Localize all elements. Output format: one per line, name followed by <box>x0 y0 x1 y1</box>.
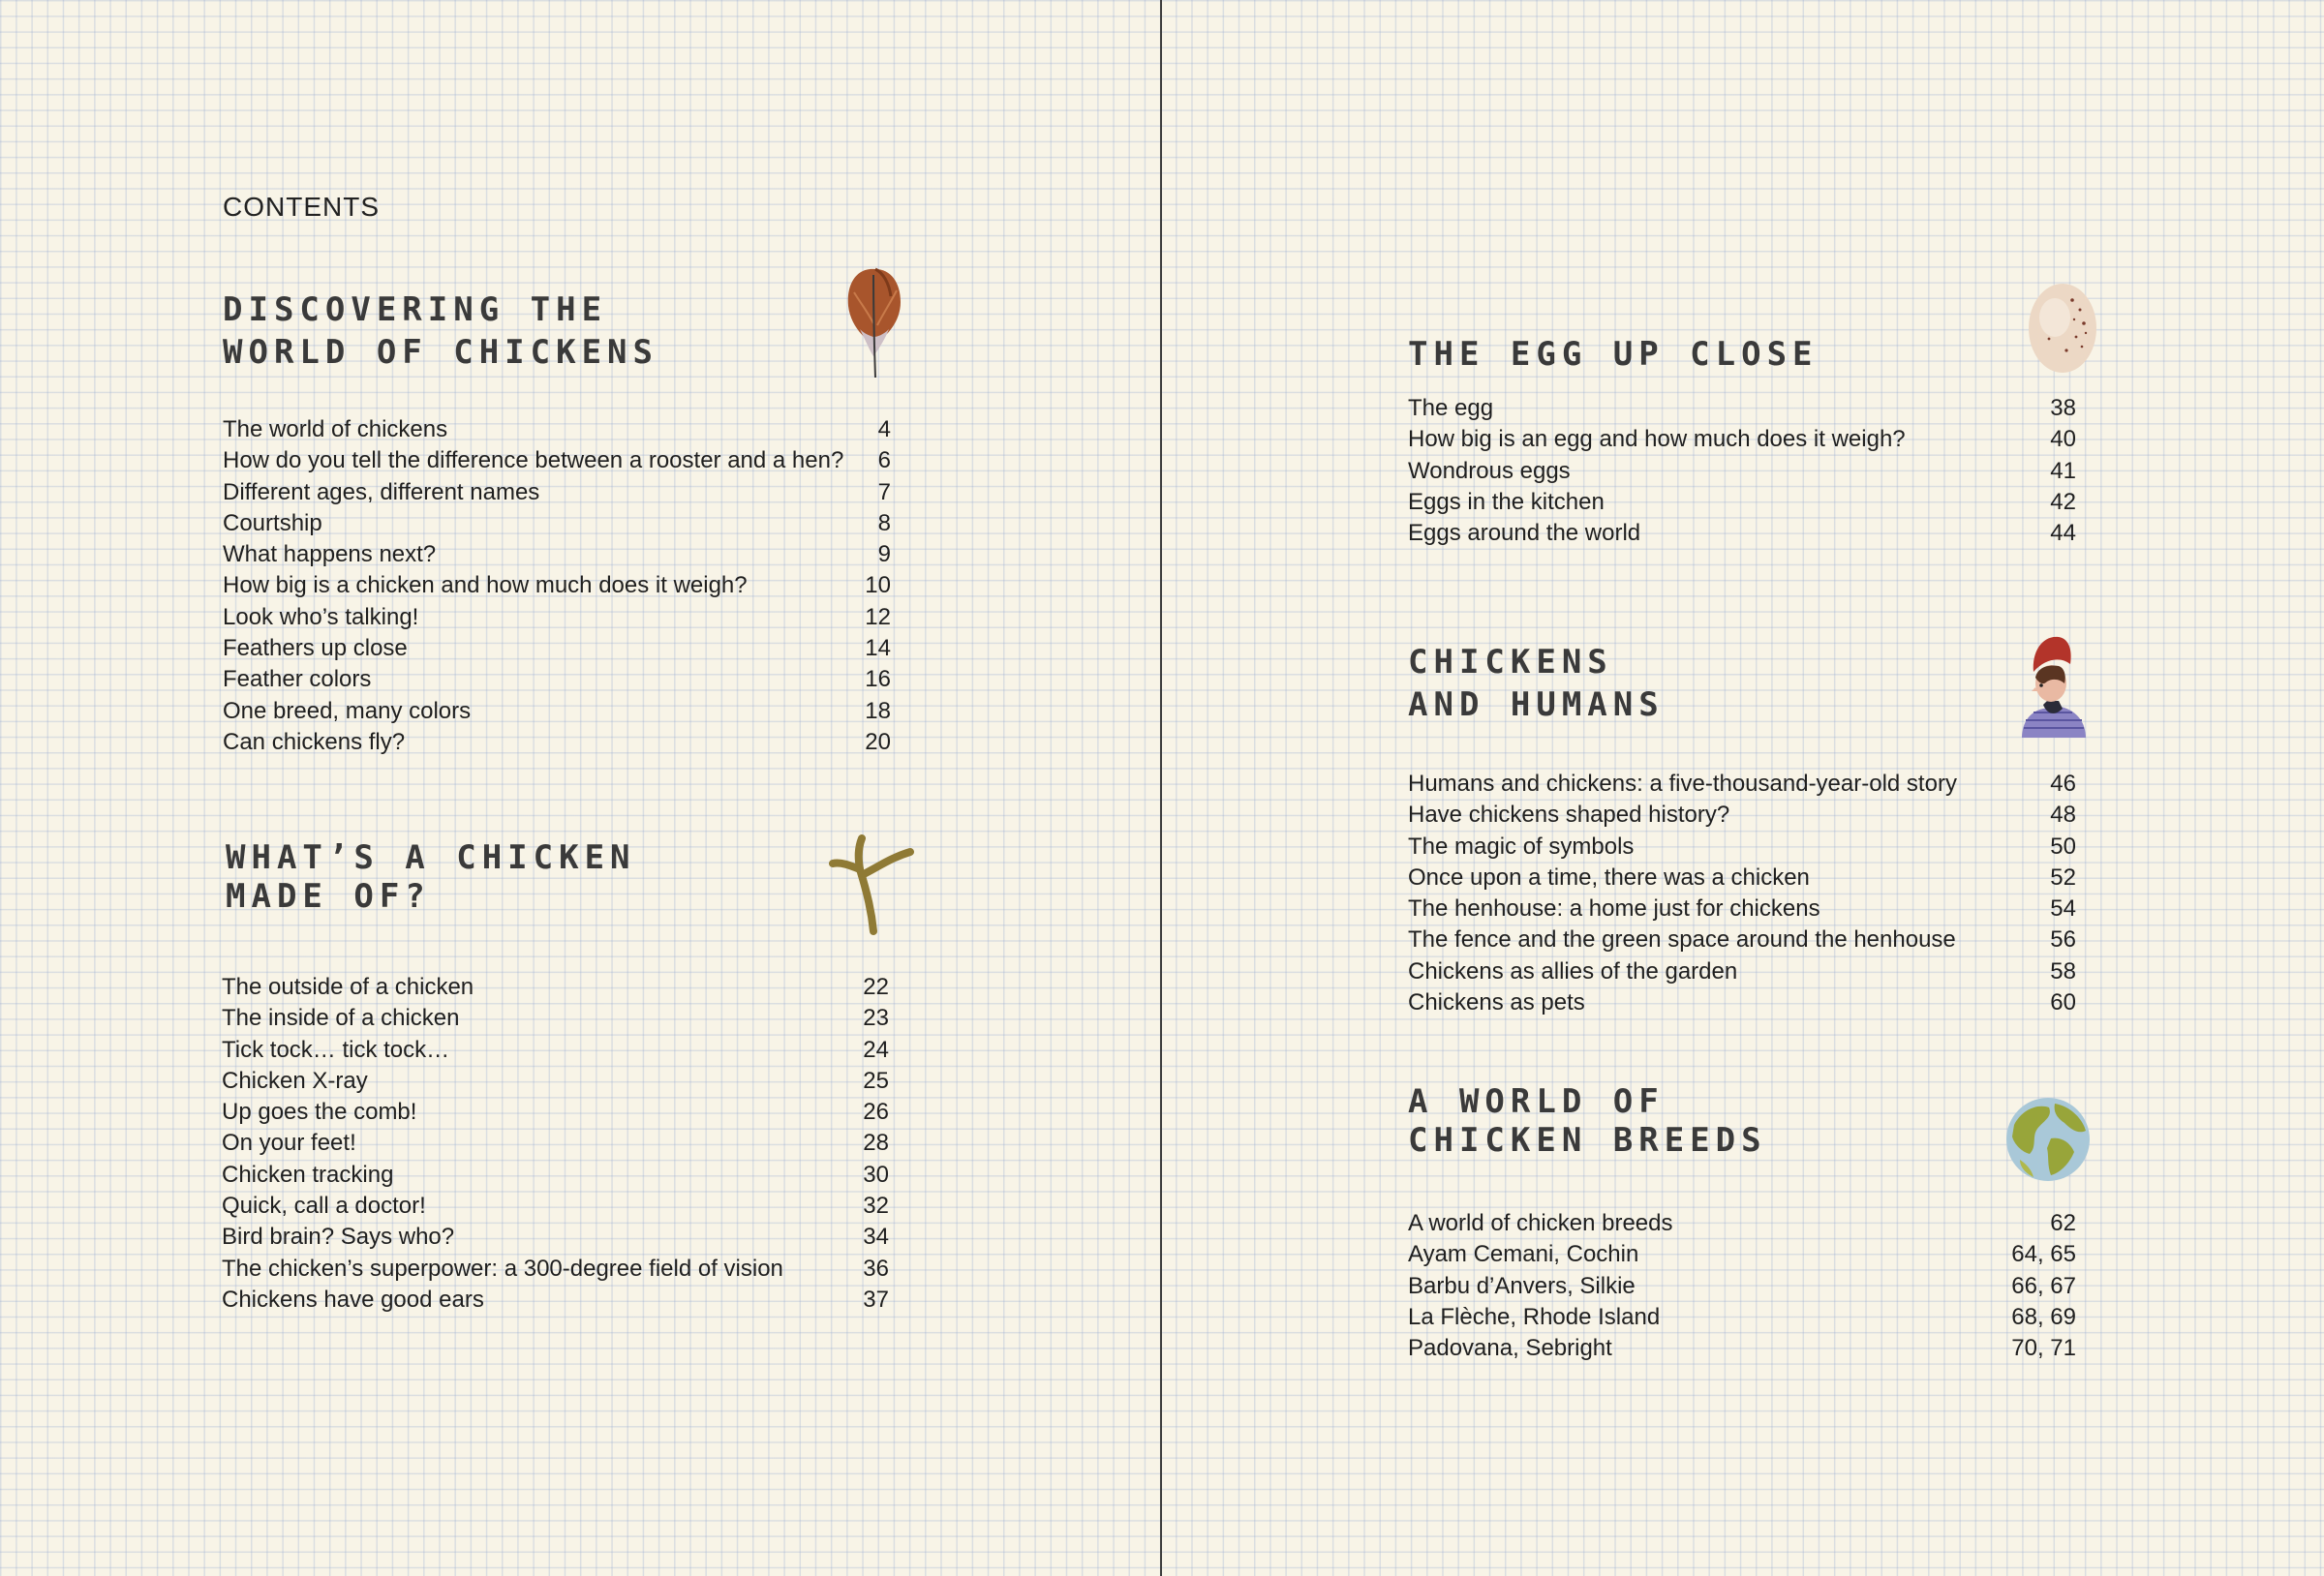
toc-entry[interactable]: On your feet! 28 <box>222 1128 889 1159</box>
page-number: 34 <box>863 1224 889 1251</box>
toc-entry[interactable]: Bird brain? Says who? 34 <box>222 1222 889 1253</box>
toc-entry[interactable]: Eggs in the kitchen 42 <box>1408 487 2076 518</box>
toc-entry[interactable]: How big is a chicken and how much does it weigh? 10 <box>223 570 891 601</box>
toc-entry[interactable]: Humans and chickens: a five-thousand-year-old story 46 <box>1408 769 2076 800</box>
toc-list <box>223 414 891 758</box>
page-number: 14 <box>865 635 891 662</box>
section-title-line: CHICKENS <box>1408 643 1613 682</box>
page-number: 64, 65 <box>2011 1241 2076 1268</box>
toc-entry[interactable]: Up goes the comb! 26 <box>222 1097 889 1128</box>
page-gutter <box>1160 0 1162 1576</box>
page-number: 66, 67 <box>2011 1272 2076 1299</box>
toc-entry[interactable]: The world of chickens 4 <box>223 414 891 445</box>
toc-entry[interactable]: Tick tock… tick tock… 24 <box>222 1035 889 1066</box>
toc-entry[interactable]: Feathers up close 14 <box>223 633 891 664</box>
page-number: 6 <box>877 447 891 474</box>
toc-list <box>1408 1208 2076 1364</box>
section-title-line: DISCOVERING THE <box>223 290 608 329</box>
page-number: 60 <box>2050 989 2076 1016</box>
toc-entry[interactable]: What happens next? 9 <box>223 539 891 570</box>
page-number: 50 <box>2050 833 2076 860</box>
toc-list <box>222 972 889 1316</box>
section-title-line: THE EGG UP CLOSE <box>1408 335 1819 374</box>
chicken-foot-icon <box>829 834 918 937</box>
page-number: 40 <box>2050 426 2076 453</box>
page-number: 32 <box>863 1193 889 1220</box>
page-number: 28 <box>863 1130 889 1157</box>
page-number: 36 <box>863 1255 889 1282</box>
page-number: 18 <box>865 697 891 724</box>
toc-list <box>1408 769 2076 1018</box>
toc-entry[interactable]: The inside of a chicken 23 <box>222 1003 889 1034</box>
page-number: 68, 69 <box>2011 1303 2076 1330</box>
section-title <box>1408 333 2076 376</box>
section-breeds <box>1408 1082 2076 1364</box>
page-number: 9 <box>877 541 891 568</box>
section-chickens-humans <box>1408 641 2076 1018</box>
toc-entry[interactable]: Padovana, Sebright 70, 71 <box>1408 1333 2076 1364</box>
toc-entry[interactable]: The chicken’s superpower: a 300-degree field of vision 36 <box>222 1254 889 1285</box>
page-number: 54 <box>2050 895 2076 923</box>
section-title-line: A WORLD OF <box>1408 1082 1665 1121</box>
toc-entry[interactable]: Different ages, different names 7 <box>223 477 891 508</box>
page-number: 4 <box>877 416 891 442</box>
page-number: 48 <box>2050 802 2076 829</box>
toc-entry[interactable]: Wondrous eggs 41 <box>1408 456 2076 487</box>
page-number: 10 <box>865 572 891 599</box>
section-discovering <box>223 288 891 758</box>
toc-entry[interactable]: Feather colors 16 <box>223 664 891 695</box>
toc-entry[interactable]: Barbu d’Anvers, Silkie 66, 67 <box>1408 1271 2076 1302</box>
section-title-line: WHAT’S A CHICKEN <box>226 838 636 877</box>
section-egg <box>1408 333 2076 549</box>
toc-entry[interactable]: The egg 38 <box>1408 393 2076 424</box>
page-number: 7 <box>877 478 891 505</box>
section-title-line: MADE OF? <box>226 877 431 916</box>
toc-entry[interactable]: Courtship 8 <box>223 508 891 539</box>
feather-icon <box>841 263 910 381</box>
page-number: 30 <box>863 1161 889 1188</box>
page-number: 62 <box>2050 1210 2076 1236</box>
toc-entry[interactable]: Chickens as allies of the garden 58 <box>1408 956 2076 987</box>
toc-entry[interactable]: One breed, many colors 18 <box>223 696 891 727</box>
page-number: 8 <box>877 509 891 536</box>
toc-entry[interactable]: Look who’s talking! 12 <box>223 602 891 633</box>
page-number: 20 <box>865 728 891 755</box>
toc-entry[interactable]: Chicken X-ray 25 <box>222 1066 889 1097</box>
page-number: 46 <box>2050 771 2076 797</box>
toc-entry[interactable]: How do you tell the difference between a rooster and a hen? 6 <box>223 445 891 476</box>
toc-entry[interactable]: Can chickens fly? 20 <box>223 727 891 758</box>
contents-heading: CONTENTS <box>223 192 380 222</box>
page-number: 58 <box>2050 957 2076 985</box>
toc-entry[interactable]: The henhouse: a home just for chickens 54 <box>1408 894 2076 924</box>
globe-icon <box>2004 1096 2092 1183</box>
toc-list <box>1408 393 2076 549</box>
page-number: 24 <box>863 1036 889 1063</box>
page-number: 23 <box>863 1005 889 1032</box>
toc-entry[interactable]: The outside of a chicken 22 <box>222 972 889 1003</box>
toc-entry[interactable]: Quick, call a doctor! 32 <box>222 1191 889 1222</box>
toc-entry[interactable]: La Flèche, Rhode Island 68, 69 <box>1408 1302 2076 1333</box>
toc-entry[interactable]: Once upon a time, there was a chicken 52 <box>1408 863 2076 894</box>
page-number: 42 <box>2050 488 2076 515</box>
section-title <box>1408 1082 2076 1160</box>
toc-entry[interactable]: Have chickens shaped history? 48 <box>1408 800 2076 831</box>
person-icon <box>2014 627 2090 740</box>
page-number: 52 <box>2050 864 2076 891</box>
page-number: 38 <box>2050 395 2076 421</box>
toc-entry[interactable]: Chickens have good ears 37 <box>222 1285 889 1316</box>
page-number: 56 <box>2050 926 2076 954</box>
toc-entry[interactable]: The fence and the green space around the henhouse 56 <box>1408 924 2076 955</box>
toc-entry[interactable]: A world of chicken breeds 62 <box>1408 1208 2076 1239</box>
page-number: 26 <box>863 1099 889 1126</box>
toc-entry[interactable]: Eggs around the world 44 <box>1408 518 2076 549</box>
toc-entry[interactable]: Chicken tracking 30 <box>222 1160 889 1191</box>
toc-entry[interactable]: The magic of symbols 50 <box>1408 832 2076 863</box>
section-title <box>226 838 889 916</box>
page-number: 22 <box>863 974 889 1000</box>
page-number: 44 <box>2050 520 2076 547</box>
egg-icon <box>2026 281 2099 376</box>
toc-entry[interactable]: How big is an egg and how much does it weigh? 40 <box>1408 424 2076 455</box>
page-number: 41 <box>2050 457 2076 484</box>
section-title-line: WORLD OF CHICKENS <box>223 333 658 372</box>
section-title <box>1408 641 2076 726</box>
page-number: 16 <box>865 666 891 693</box>
section-title-line: CHICKEN BREEDS <box>1408 1121 1767 1160</box>
toc-entry[interactable]: Ayam Cemani, Cochin 64, 65 <box>1408 1239 2076 1270</box>
section-title-line: AND HUMANS <box>1408 685 1665 724</box>
section-title <box>223 288 891 374</box>
section-whats-a-chicken <box>222 838 889 1316</box>
toc-entry[interactable]: Chickens as pets 60 <box>1408 987 2076 1018</box>
page-number: 25 <box>863 1067 889 1094</box>
page-number: 37 <box>863 1286 889 1313</box>
page-number: 12 <box>865 603 891 630</box>
page-number: 70, 71 <box>2011 1335 2076 1362</box>
